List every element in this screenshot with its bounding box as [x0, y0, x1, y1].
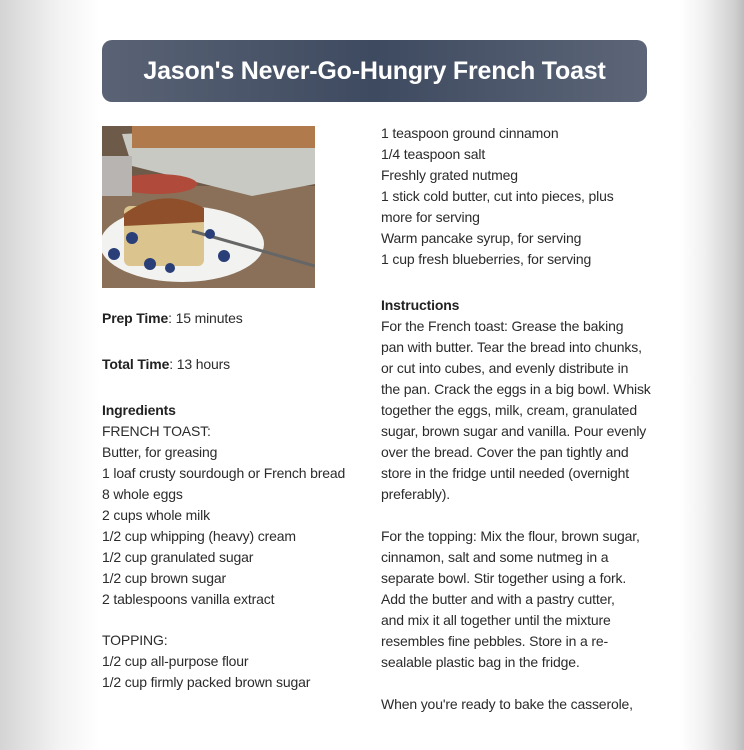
instruction-paragraph-3 [381, 694, 651, 715]
recipe-title: Jason's Never-Go-Hungry French Toast [102, 40, 647, 102]
instruction-line: together the eggs, milk, cream, granulated [381, 402, 637, 418]
instruction-line: For the French toast: Grease the baking [381, 318, 624, 334]
ingredient-item: TOPPING: [102, 632, 168, 648]
total-time-value: : 13 hours [169, 356, 230, 372]
instruction-line: resembles fine pebbles. Store in a re- [381, 633, 608, 649]
ingredient-item: 1/2 cup brown sugar [102, 570, 227, 586]
instruction-line: store in the fridge until needed (overnight [381, 465, 630, 481]
ingredient-item: 2 tablespoons vanilla extract [102, 591, 275, 607]
ingredient-spacer [102, 610, 345, 630]
ingredient-item: more for serving [381, 209, 480, 225]
ingredient-item: 1/2 cup all-purpose flour [102, 653, 249, 669]
instruction-line: pan with butter. Tear the bread into chunks, [381, 339, 642, 355]
right-column [381, 123, 651, 715]
ingredient-item: FRENCH TOAST: [102, 423, 211, 439]
instruction-line: separate bowl. Stir together using a fork. [381, 570, 627, 586]
ingredient-item: 1 teaspoon ground cinnamon [381, 125, 559, 141]
instruction-line: sugar, brown sugar and vanilla. Pour evenly [381, 423, 647, 439]
prep-time-label: Prep Time [102, 310, 169, 326]
ingredient-item: 2 cups whole milk [102, 507, 210, 523]
instruction-line: cinnamon, salt and some nutmeg in a [381, 549, 609, 565]
ingredient-item: Butter, for greasing [102, 444, 218, 460]
ingredient-item: 1/2 cup firmly packed brown sugar [102, 674, 311, 690]
ingredients-heading: Ingredients [102, 402, 176, 418]
ingredient-item: 1/2 cup granulated sugar [102, 549, 254, 565]
total-time-label: Total Time [102, 356, 170, 372]
instruction-paragraph-1 [381, 316, 651, 505]
french-toast-photo [102, 126, 315, 288]
instruction-line: the pan. Crack the eggs in a big bowl. Whisk [381, 381, 651, 397]
prep-time [102, 308, 345, 329]
instructions-heading: Instructions [381, 297, 460, 313]
ingredient-item: Freshly grated nutmeg [381, 167, 518, 183]
instruction-line: For the topping: Mix the flour, brown sugar, [381, 528, 640, 544]
ingredient-item: 1 cup fresh blueberries, for serving [381, 251, 592, 267]
ingredient-item: Warm pancake syrup, for serving [381, 230, 582, 246]
instruction-line: Add the butter and with a pastry cutter, [381, 591, 615, 607]
ingredient-item: 1/4 teaspoon salt [381, 146, 486, 162]
ingredient-item: 8 whole eggs [102, 486, 183, 502]
instruction-line: When you're ready to bake the casserole, [381, 696, 633, 712]
left-column [102, 308, 345, 693]
ingredient-item: 1/2 cup whipping (heavy) cream [102, 528, 296, 544]
instruction-line: over the bread. Cover the pan tightly and [381, 444, 629, 460]
instruction-line: preferably). [381, 486, 451, 502]
instruction-paragraph-2 [381, 526, 651, 673]
prep-time-value: : 15 minutes [168, 310, 243, 326]
ingredient-item: 1 loaf crusty sourdough or French bread [102, 465, 346, 481]
instruction-line: or cut into cubes, and evenly distribute in [381, 360, 629, 376]
instruction-line: and mix it all together until the mixture [381, 612, 611, 628]
ingredient-item: 1 stick cold butter, cut into pieces, plus [381, 188, 614, 204]
instruction-line: sealable plastic bag in the fridge. [381, 654, 580, 670]
total-time [102, 354, 345, 375]
